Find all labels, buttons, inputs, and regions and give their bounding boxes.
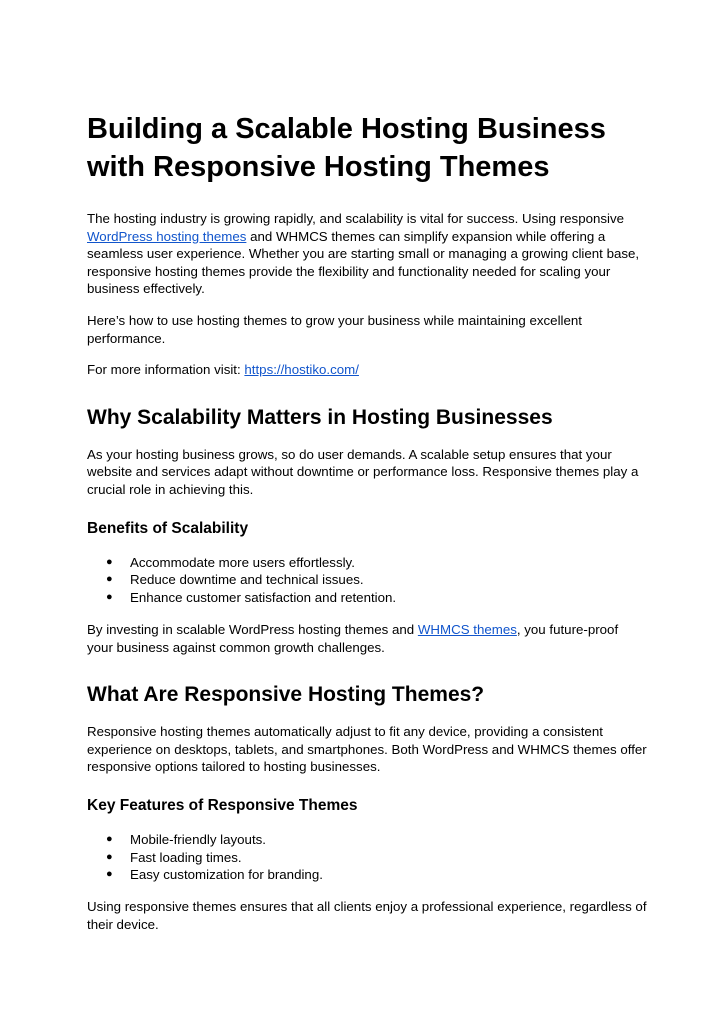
more-info-line bbox=[87, 361, 647, 379]
page-title: Building a Scalable Hosting Business with Responsive Hosting Themes bbox=[87, 113, 606, 183]
list-item: ● Mobile-friendly layouts. bbox=[106, 831, 266, 847]
section-heading-responsive: What Are Responsive Hosting Themes? bbox=[87, 683, 485, 707]
subheading-key-features: Key Features of Responsive Themes bbox=[87, 796, 358, 814]
bullet-icon: ● bbox=[106, 832, 113, 845]
section-heading-scalability: Why Scalability Matters in Hosting Businesses bbox=[87, 405, 553, 429]
subheading-benefits: Benefits of Scalability bbox=[87, 519, 249, 537]
list-item: ● Reduce downtime and technical issues. bbox=[106, 572, 364, 588]
document-page bbox=[87, 110, 647, 947]
intro-paragraph bbox=[87, 210, 647, 298]
list-item: ● Enhance customer satisfaction and retention. bbox=[106, 590, 397, 606]
intro-text-after: and WHMCS themes can simplify expansion while offering a seamless user experience. Whether you are starting small or managing a growing client base, responsive hosting themes provide the flexibility and functionality needed for scaling your business effectively. bbox=[87, 228, 640, 297]
list-item: ● Accommodate more users effortlessly. bbox=[106, 554, 355, 570]
benefits-list bbox=[87, 554, 647, 607]
bullet-icon: ● bbox=[106, 573, 113, 586]
bullet-icon: ● bbox=[106, 591, 113, 604]
intro-text-before: The hosting industry is growing rapidly, and scalability is vital for success. Using responsive bbox=[87, 211, 625, 226]
list-item: ● Fast loading times. bbox=[106, 849, 242, 865]
section-paragraph: As your hosting business grows, so do user demands. A scalable setup ensures that your website and services adapt without downtime or performance loss. Responsive themes play a crucial role in achieving this. bbox=[87, 446, 639, 497]
bullet-icon: ● bbox=[106, 555, 113, 568]
more-info-label: For more information visit: bbox=[87, 362, 245, 378]
features-list bbox=[87, 831, 647, 884]
section-paragraph: Responsive hosting themes automatically adjust to fit any device, providing a consistent experience on desktops, tablets, and smartphones. Both WordPress and WHMCS themes offer responsive options tailored to hosting businesses. bbox=[87, 724, 647, 775]
wordpress-hosting-themes-link[interactable]: WordPress hosting themes bbox=[87, 228, 247, 244]
intro-paragraph-2: Here’s how to use hosting themes to grow your business while maintaining excellent performance. bbox=[87, 312, 582, 346]
bullet-icon: ● bbox=[106, 868, 113, 881]
section-closing-paragraph: By investing in scalable WordPress hosting themes and WHMCS themes, you future-proof your business against common growth challenges. bbox=[87, 621, 619, 655]
bullet-icon: ● bbox=[106, 850, 113, 863]
list-item: ● Easy customization for branding. bbox=[106, 867, 323, 883]
whmcs-themes-link[interactable]: WHMCS themes bbox=[417, 621, 517, 637]
hostiko-link[interactable]: https://hostiko.com/ bbox=[244, 362, 359, 378]
section-closing-paragraph: Using responsive themes ensures that all clients enjoy a professional experience, regardless of their device. bbox=[87, 899, 647, 932]
